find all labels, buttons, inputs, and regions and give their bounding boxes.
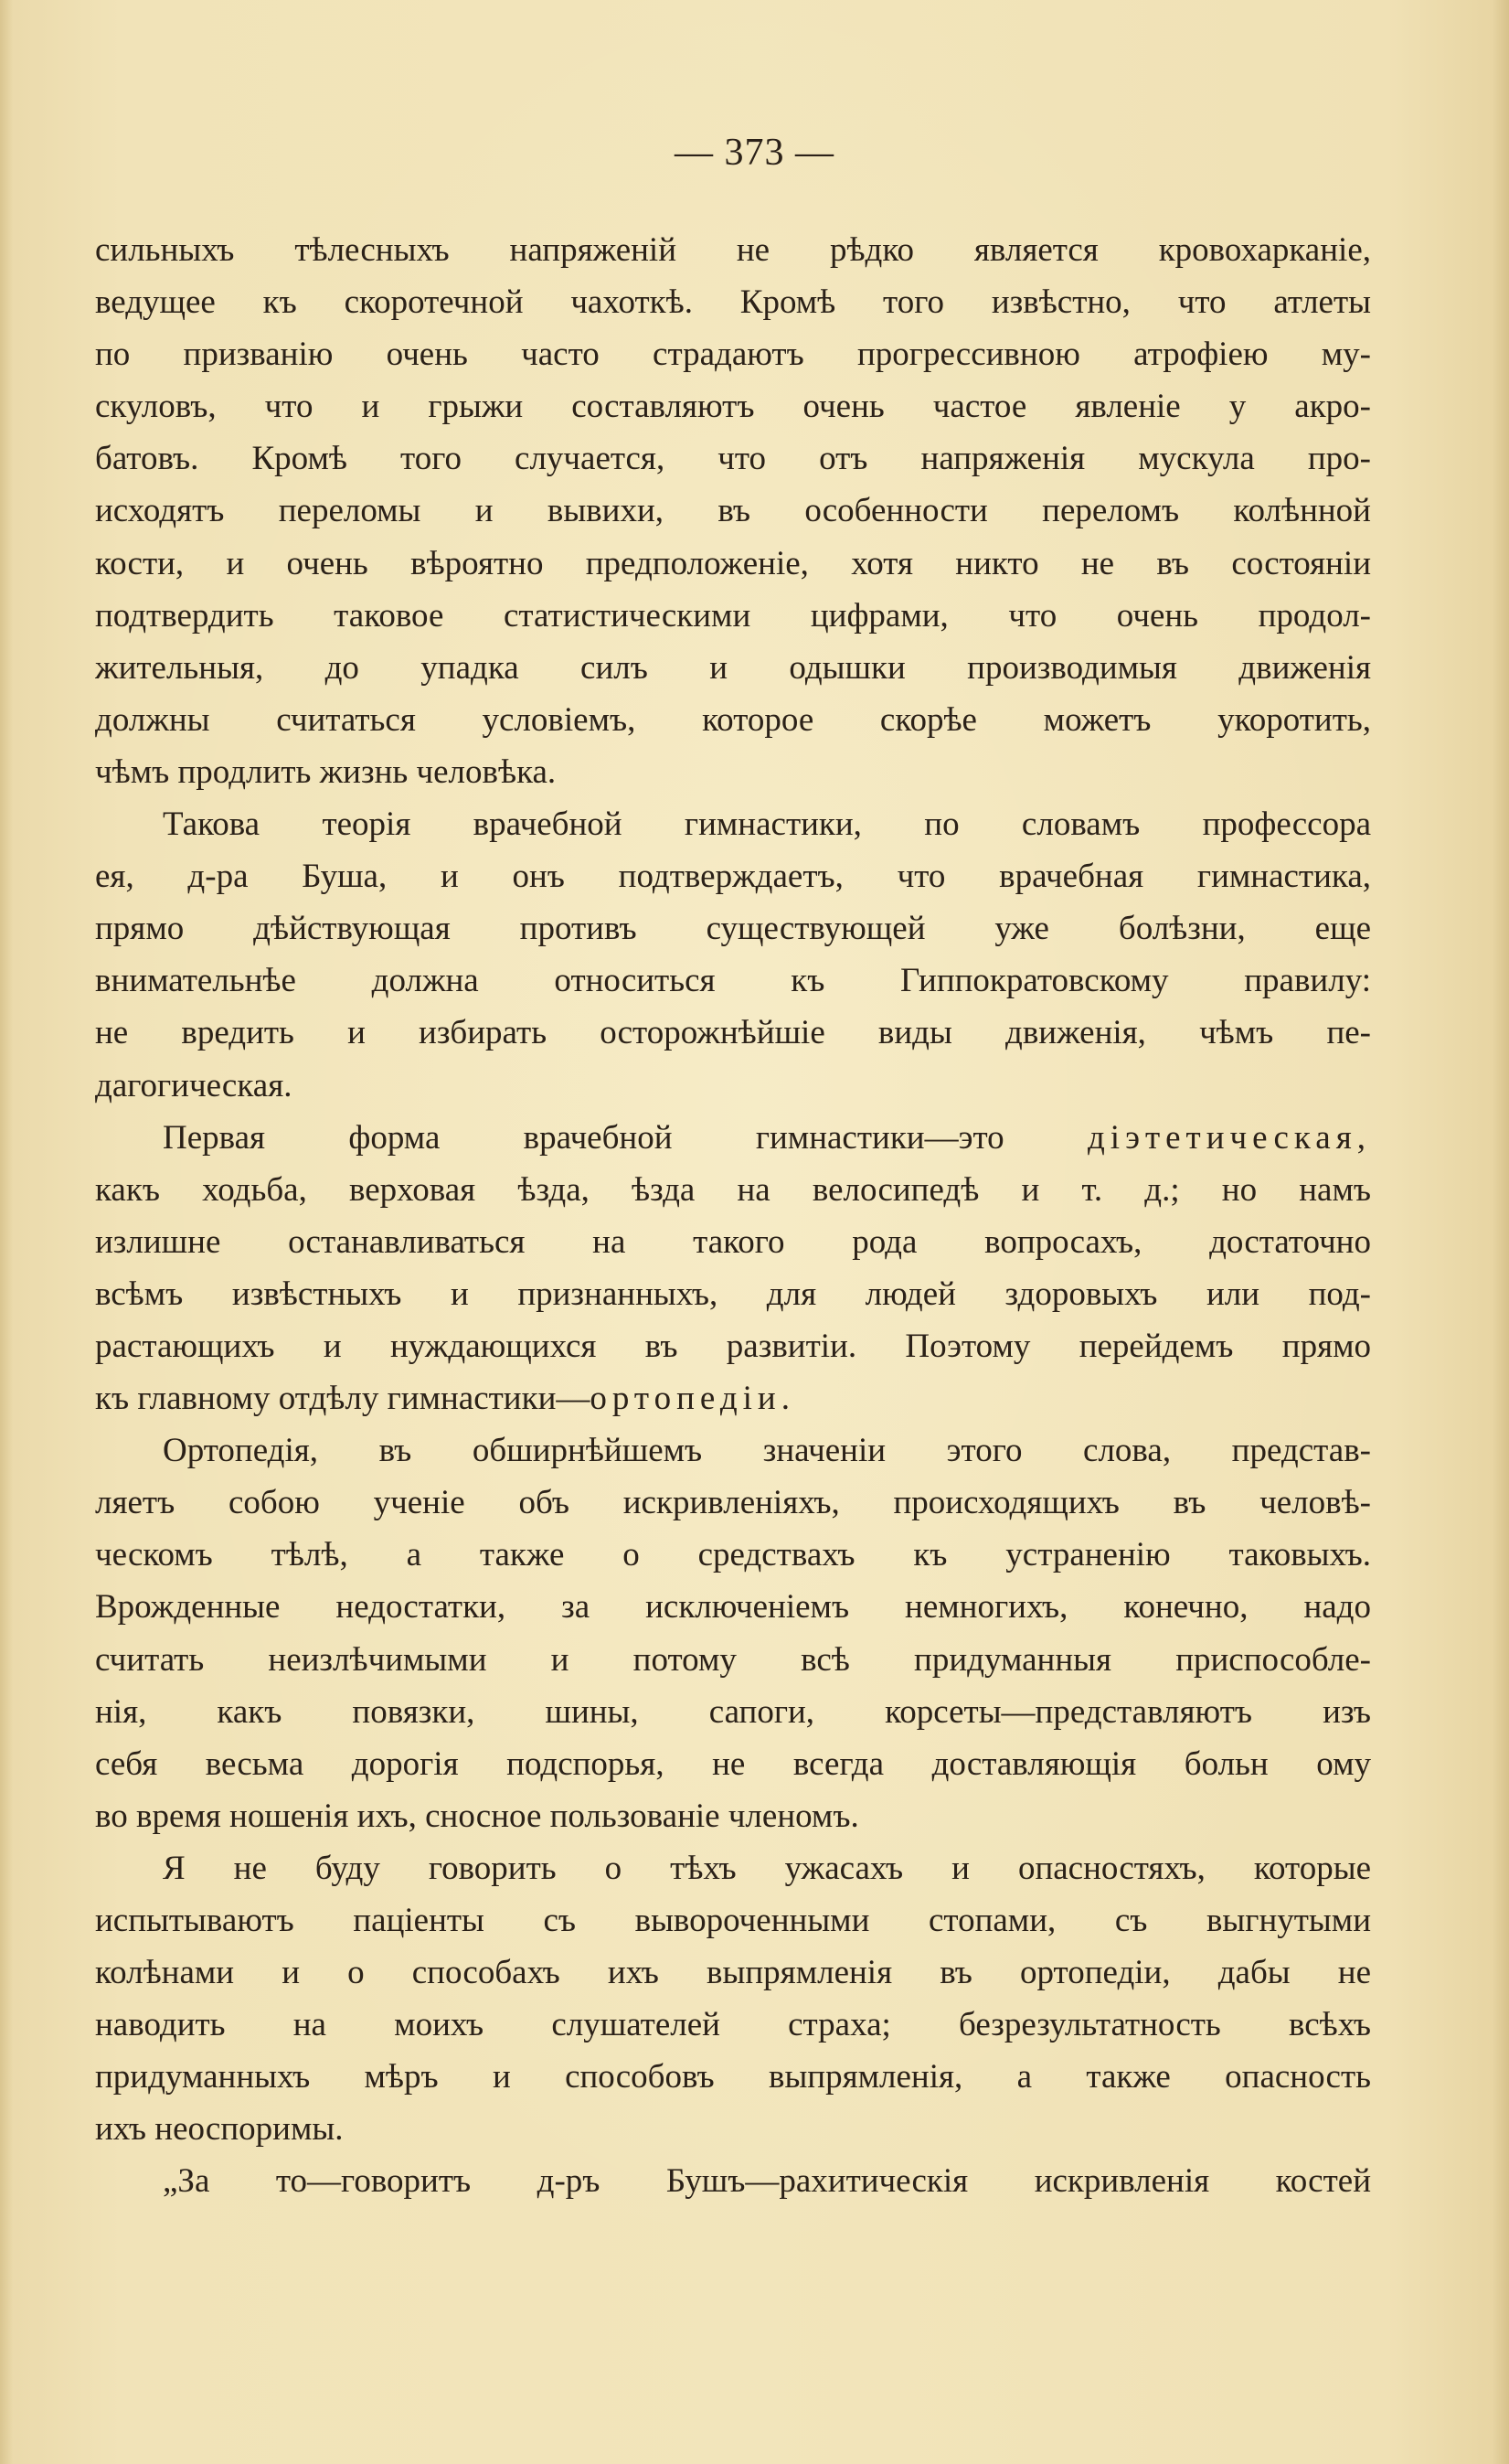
text-line: кости, и очень вѣроятно предположеніе, хотя никто не въ состояніи [95,544,1371,582]
text-line: подтвердить таковое статистическими цифрами, что очень продол- [95,596,1371,635]
text-line [95,1112,1371,1164]
text-line: ея, д-ра Буша, и онъ подтверждаетъ, что врачебная гимнастика, [95,858,1371,896]
text-line: Я не буду говорить о тѣхъ ужасахъ и опасностяхъ, которые [163,1849,1371,1887]
text-line: считать неизлѣчимыми и потому всѣ придуманныя приспособле- [95,1640,1371,1679]
text-line: Ортопедія, въ обширнѣйшемъ значеніи этого слова, представ- [163,1432,1371,1470]
text-line: „За то—говоритъ д-ръ Бушъ—рахитическія искривленія костей [163,2162,1371,2201]
text-line: прямо дѣйствующая противъ существующей уже болѣзни, еще [95,910,1371,948]
text-fragment: къ главному отдѣлу гимнастики— [95,1380,590,1418]
page-edge-left [0,0,13,2464]
spaced-term: діэтетическая, [1087,1118,1371,1157]
page-number: — 373 — [675,132,834,174]
text-line: всѣмъ извѣстныхъ и признанныхъ, для людей здоровыхъ или под- [95,1275,1371,1313]
text-line: нія, какъ повязки, шины, сапоги, корсеты—представляютъ изъ [95,1692,1371,1731]
text-line: по призванію очень часто страдаютъ прогрессивною атрофіею му- [95,336,1371,374]
text-line: во время ношенія ихъ, сносное пользованіе членомъ. [95,1797,859,1835]
text-line [95,1372,1371,1424]
text-line: растающихъ и нуждающихся въ развитіи. Поэтому перейдемъ прямо [95,1327,1371,1365]
text-line: придуманныхъ мѣръ и способовъ выпрямленія, а также опасность [95,2058,1371,2096]
page-body-text [95,224,1371,2208]
page-edge-right [1493,0,1509,2464]
text-line: скуловъ, что и грыжи составляютъ очень частое явленіе у акро- [95,388,1371,426]
text-line: ляетъ собою ученіе объ искривленіяхъ, происходящихъ въ человѣ- [95,1484,1371,1522]
text-line: дагогическая. [95,1066,292,1104]
text-line: внимательнѣе должна относиться къ Гиппократовскому правилу: [95,962,1371,1000]
spaced-term: ортопедіи. [590,1380,795,1418]
text-line: ихъ неоспоримы. [95,2110,344,2149]
text-line: излишне останавливаться на такого рода вопросахъ, достаточно [95,1222,1371,1261]
text-line: сильныхъ тѣлесныхъ напряженій не рѣдко является кровохарканіе, [95,231,1371,269]
text-line: наводить на моихъ слушателей страха; безрезультатность всѣхъ [95,2006,1371,2044]
text-line: жительныя, до упадка силъ и одышки производимыя движенія [95,648,1371,687]
text-line: испытываютъ паціенты съ вывороченными стопами, съ выгнутыми [95,1902,1371,1939]
text-line: должны считаться условіемъ, которое скорѣе можетъ укоротить, [95,700,1371,739]
text-line: исходятъ переломы и вывихи, въ особенности переломъ колѣнной [95,492,1371,530]
text-line: ведущее къ скоротечной чахоткѣ. Кромѣ того извѣстно, что атлеты [95,283,1371,322]
text-line: какъ ходьба, верховая ѣзда, ѣзда на велосипедѣ и т. д.; но намъ [95,1170,1371,1209]
text-fragment: Первая форма врачебной гимнастики—это [163,1118,1004,1157]
text-line: Такова теорія врачебной гимнастики, по словамъ профессора [163,805,1371,844]
text-line: батовъ. Кромѣ того случается, что отъ напряженія мускула про- [95,440,1371,478]
text-line: не вредить и избирать осторожнѣйшіе виды движенія, чѣмъ пе- [95,1014,1371,1052]
text-line: чѣмъ продлить жизнь человѣка. [95,752,557,791]
text-line: себя весьма дорогія подспорья, не всегда доставляющія больн ому [95,1744,1371,1783]
text-line: ческомъ тѣлѣ, а также о средствахъ къ устраненію таковыхъ. [95,1536,1371,1574]
text-line: колѣнами и о способахъ ихъ выпрямленія въ ортопедіи, дабы не [95,1954,1371,1992]
text-line: Врожденные недостатки, за исключеніемъ немногихъ, конечно, надо [95,1588,1371,1627]
